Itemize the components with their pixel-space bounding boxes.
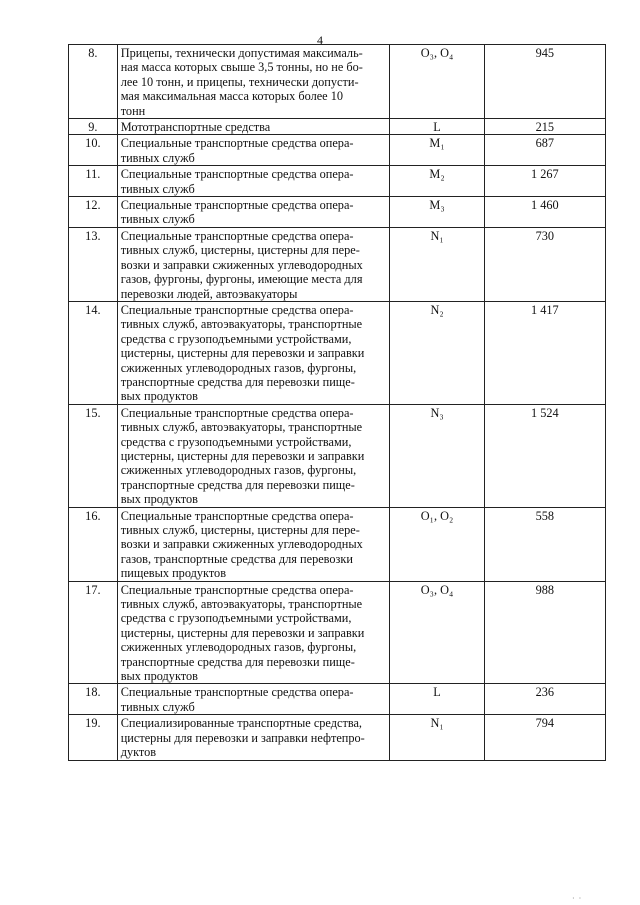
row-number: 13. <box>69 227 118 301</box>
description-line: тивных служб <box>120 150 195 165</box>
description-line: вых продуктов <box>120 389 198 404</box>
description-line: сжиженных углеводородных газов, фургоны, <box>120 463 357 478</box>
description-line: тивных служб <box>120 181 195 196</box>
vehicle-description <box>117 581 390 684</box>
description-line: Специальные транспортные средства опера- <box>120 405 354 420</box>
table-row <box>69 45 606 119</box>
description-line: тивных служб, цистерны, цистерны для пере- <box>120 243 360 258</box>
fee-value: 1 267 <box>484 166 605 197</box>
corner-mark: · · <box>572 894 583 903</box>
description-line: Специальные транспортные средства опера- <box>120 582 354 597</box>
row-number: 11. <box>69 166 118 197</box>
description-line: газов, транспортные средства для перевозки <box>120 551 353 566</box>
vehicle-category: N₁ <box>390 227 484 301</box>
vehicle-description <box>117 715 390 760</box>
description-line: средства с грузоподъемными устройствами, <box>120 611 352 626</box>
vehicle-description <box>117 45 390 119</box>
row-number: 8. <box>69 45 118 119</box>
table-row <box>69 301 606 404</box>
description-line: тивных служб, автоэвакуаторы, транспортные <box>120 317 363 332</box>
fee-value: 730 <box>484 227 605 301</box>
vehicle-category: N₂ <box>390 301 484 404</box>
fee-value: 687 <box>484 135 605 166</box>
description-line: транспортные средства для перевозки пище- <box>120 654 355 669</box>
row-number: 17. <box>69 581 118 684</box>
table-row <box>69 404 606 507</box>
description-line: возки и заправки сжиженных углеводородных <box>120 537 363 552</box>
row-number: 9. <box>69 119 118 135</box>
table-row <box>69 581 606 684</box>
row-number: 14. <box>69 301 118 404</box>
table-row <box>69 197 606 228</box>
vehicle-category: L <box>390 119 484 135</box>
description-line: Специальные транспортные средства опера- <box>120 685 354 700</box>
description-line: вых продуктов <box>120 492 198 507</box>
description-line: Специальные транспортные средства опера- <box>120 136 354 151</box>
description-line: тивных служб, автоэвакуаторы, транспортные <box>120 597 363 612</box>
description-line: Прицепы, технически допустимая максималь- <box>120 46 363 60</box>
description-line: Специальные транспортные средства опера- <box>120 167 354 182</box>
fee-value: 988 <box>484 581 605 684</box>
description-line: ная масса которых свыше 3,5 тонны, но не бо- <box>120 60 363 75</box>
row-number: 19. <box>69 715 118 760</box>
table-row <box>69 227 606 301</box>
vehicle-category: L <box>390 684 484 715</box>
vehicle-description <box>117 227 390 301</box>
fee-value: 1 460 <box>484 197 605 228</box>
description-line: тивных служб <box>120 212 195 227</box>
description-line: сжиженных углеводородных газов, фургоны, <box>120 360 357 375</box>
description-line: Специальные транспортные средства опера- <box>120 302 354 317</box>
vehicle-category: N₃ <box>390 404 484 507</box>
table-row <box>69 135 606 166</box>
table-body <box>69 45 606 761</box>
vehicle-description <box>117 197 390 228</box>
table-row <box>69 507 606 581</box>
vehicle-description <box>117 507 390 581</box>
fee-value: 236 <box>484 684 605 715</box>
description-line: транспортные средства для перевозки пище- <box>120 477 355 492</box>
fee-value: 1 417 <box>484 301 605 404</box>
fee-value: 215 <box>484 119 605 135</box>
description-line: сжиженных углеводородных газов, фургоны, <box>120 640 357 655</box>
description-line: тивных служб, цистерны, цистерны для пере- <box>120 523 360 537</box>
description-line: дуктов <box>120 745 157 760</box>
vehicle-category: M₃ <box>390 197 484 228</box>
vehicle-description <box>117 684 390 715</box>
vehicle-category: O₃, O₄ <box>390 45 484 119</box>
description-line: Специальные транспортные средства опера- <box>120 228 354 243</box>
vehicle-description <box>117 119 390 135</box>
description-line: средства с грузоподъемными устройствами, <box>120 331 352 346</box>
vehicle-description <box>117 404 390 507</box>
page-number: 4 <box>317 33 323 47</box>
description-line: средства с грузоподъемными устройствами, <box>120 434 352 449</box>
vehicle-description <box>117 135 390 166</box>
vehicle-category: N₁ <box>390 715 484 760</box>
table-row <box>69 715 606 760</box>
description-line: вых продуктов <box>120 669 198 684</box>
description-line: цистерны для перевозки и заправки нефтепро- <box>120 730 365 745</box>
row-number: 12. <box>69 197 118 228</box>
description-line: перевозки людей, автоэвакуаторы <box>120 286 298 301</box>
row-number: 18. <box>69 684 118 715</box>
table-row <box>69 119 606 135</box>
description-line: возки и заправки сжиженных углеводородных <box>120 257 363 272</box>
vehicle-category: M₂ <box>390 166 484 197</box>
description-line: пищевых продуктов <box>120 566 227 581</box>
table-row <box>69 166 606 197</box>
fee-value: 794 <box>484 715 605 760</box>
description-line: тивных служб <box>120 699 195 714</box>
description-line: цистерны, цистерны для перевозки и заправки <box>120 625 365 640</box>
vehicle-description <box>117 166 390 197</box>
vehicle-category: O₁, O₂ <box>390 507 484 581</box>
description-line: лее 10 тонн, и прицепы, технически допусти- <box>120 74 359 89</box>
row-number: 15. <box>69 404 118 507</box>
description-line: Специальные транспортные средства опера- <box>120 508 354 523</box>
description-line: цистерны, цистерны для перевозки и заправки <box>120 448 365 463</box>
description-line: Мототранспортные средства <box>120 120 271 135</box>
fee-value: 1 524 <box>484 404 605 507</box>
description-line: мая максимальная масса которых более 10 <box>120 89 343 104</box>
description-line: транспортные средства для перевозки пище- <box>120 374 355 389</box>
vehicle-category: O₃, O₄ <box>390 581 484 684</box>
description-line: Специальные транспортные средства опера- <box>120 198 354 213</box>
vehicle-category: M₁ <box>390 135 484 166</box>
description-line: тивных служб, автоэвакуаторы, транспортные <box>120 420 363 435</box>
row-number: 16. <box>69 507 118 581</box>
fee-value: 945 <box>484 45 605 119</box>
description-line: Специализированные транспортные средства, <box>120 716 362 731</box>
description-line: газов, фургоны, фургоны, имеющие места для <box>120 272 363 287</box>
vehicle-fee-table <box>68 44 606 761</box>
vehicle-description <box>117 301 390 404</box>
description-line: тонн <box>120 103 146 118</box>
description-line: цистерны, цистерны для перевозки и заправки <box>120 346 365 361</box>
fee-value: 558 <box>484 507 605 581</box>
row-number: 10. <box>69 135 118 166</box>
table-row <box>69 684 606 715</box>
